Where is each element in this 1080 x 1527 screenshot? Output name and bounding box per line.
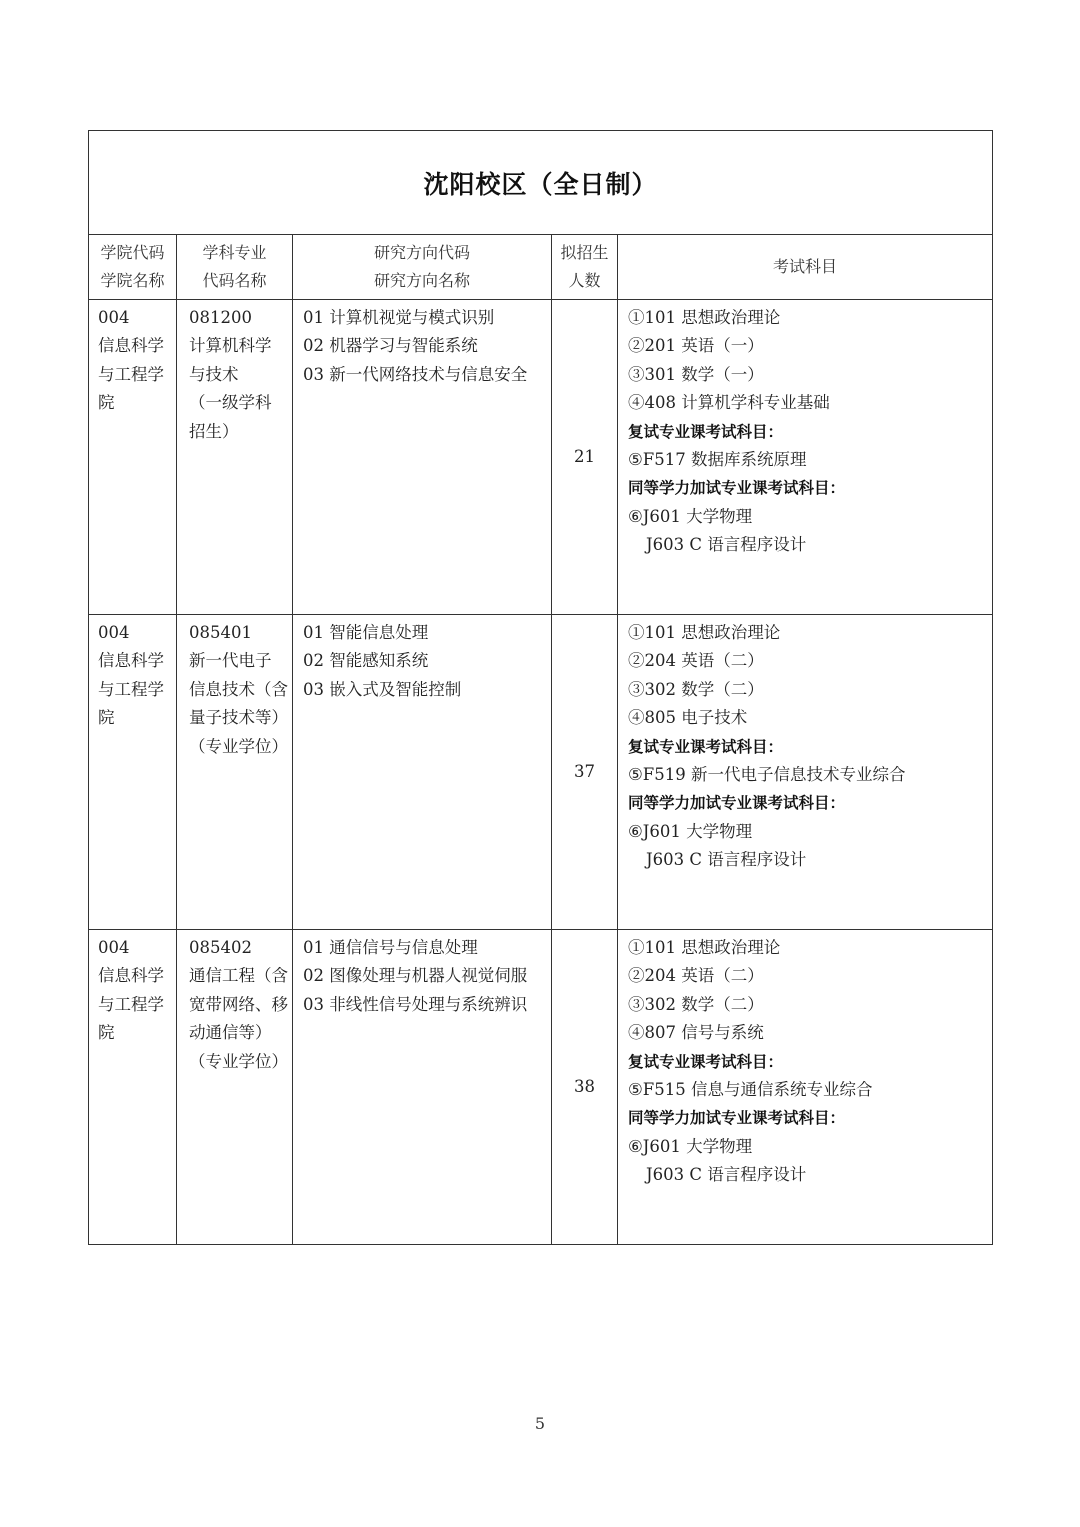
- college-code: 004: [98, 623, 130, 642]
- major-name-line: （专业学位）: [189, 736, 288, 756]
- direction-item: 03 新一代网络技术与信息安全: [303, 364, 528, 384]
- major-cell: [177, 930, 293, 1245]
- exam-item: ④807 信号与系统: [628, 1023, 764, 1043]
- direction-item: 02 机器学习与智能系统: [303, 336, 478, 356]
- exam-item: ③302 数学（二）: [628, 994, 764, 1014]
- quota-cell: [552, 300, 618, 615]
- direction-cell: [293, 615, 552, 930]
- header-text: 学院名称: [100, 271, 165, 290]
- exam-item: ②204 英语（二）: [628, 966, 764, 986]
- header-text: 人数: [568, 271, 601, 290]
- exam-item: ④408 计算机学科专业基础: [628, 393, 830, 413]
- exam-item: ①101 思想政治理论: [628, 308, 781, 327]
- major-code: 085401: [189, 623, 252, 642]
- exam-cell: [618, 615, 993, 930]
- exam-item: ③302 数学（二）: [628, 679, 764, 699]
- direction-cell: [293, 300, 552, 615]
- direction-cell: [293, 930, 552, 1245]
- retest-item: ⑤F515 信息与通信系统专业综合: [628, 1080, 873, 1100]
- exam-item: ③301 数学（一）: [628, 364, 764, 384]
- header-exams: [618, 235, 993, 300]
- header-text: 代码名称: [202, 271, 267, 290]
- major-name-line: 计算机科学: [189, 336, 272, 356]
- extra-exam-item: ⑥J601 大学物理: [628, 506, 753, 526]
- college-name-line: 与工程学: [98, 364, 164, 384]
- college-code: 004: [98, 938, 130, 957]
- header-direction: [293, 235, 552, 300]
- direction-item: 01 通信信号与信息处理: [303, 938, 478, 957]
- extra-exam-label: 同等学力加试专业课考试科目：: [628, 479, 846, 498]
- retest-item: ⑤F517 数据库系统原理: [628, 450, 807, 470]
- exam-cell: [618, 300, 993, 615]
- table-row: [89, 300, 993, 615]
- college-name-line: 与工程学: [98, 679, 164, 699]
- direction-item: 03 非线性信号处理与系统辨识: [303, 994, 528, 1014]
- major-name-line: 宽带网络、移: [189, 994, 288, 1014]
- direction-item: 02 图像处理与机器人视觉伺服: [303, 966, 528, 986]
- direction-item: 01 计算机视觉与模式识别: [303, 308, 495, 327]
- college-name-line: 与工程学: [98, 994, 164, 1014]
- header-quota: [552, 235, 618, 300]
- major-name-line: 量子技术等）: [189, 708, 288, 728]
- table-row: [89, 615, 993, 930]
- quota-cell: [552, 930, 618, 1245]
- major-name-line: 招生）: [189, 421, 239, 441]
- major-code: 085402: [189, 938, 252, 957]
- table-title-cell: [89, 131, 993, 235]
- extra-exam-label: 同等学力加试专业课考试科目：: [628, 794, 846, 813]
- extra-exam-item: ⑥J601 大学物理: [628, 821, 753, 841]
- major-name-line: 与技术: [189, 364, 239, 384]
- admissions-table: [88, 130, 993, 1245]
- page-title: 沈阳校区（全日制）: [423, 169, 658, 199]
- major-name-line: 通信工程（含: [189, 966, 288, 986]
- college-name-line: 院: [98, 393, 115, 413]
- header-text: 研究方向名称: [373, 271, 470, 290]
- quota-value: 37: [574, 761, 595, 781]
- major-cell: [177, 615, 293, 930]
- quota-cell: [552, 615, 618, 930]
- quota-value: 21: [574, 446, 595, 466]
- header-row: [89, 235, 993, 300]
- college-name-line: 院: [98, 708, 115, 728]
- header-major: [177, 235, 293, 300]
- major-name-line: 信息技术（含: [189, 679, 288, 699]
- exam-cell: [618, 930, 993, 1245]
- admissions-table-sheet: [88, 130, 992, 1245]
- page-number: 5: [534, 1414, 546, 1433]
- retest-label: 复试专业课考试科目：: [628, 737, 784, 756]
- college-code: 004: [98, 308, 130, 327]
- major-name-line: 动通信等）: [189, 1023, 272, 1043]
- exam-item: ②201 英语（一）: [628, 336, 764, 356]
- header-text: 拟招生: [560, 243, 609, 262]
- retest-label: 复试专业课考试科目：: [628, 422, 784, 441]
- college-name-line: 院: [98, 1023, 115, 1043]
- college-name-line: 信息科学: [98, 966, 164, 986]
- header-text: 研究方向代码: [373, 243, 470, 262]
- major-name-line: 新一代电子: [189, 651, 272, 671]
- header-college: [89, 235, 177, 300]
- retest-item: ⑤F519 新一代电子信息技术专业综合: [628, 765, 906, 785]
- major-name-line: （一级学科: [189, 393, 272, 413]
- header-text: 学科专业: [202, 243, 267, 262]
- table-row: [89, 930, 993, 1245]
- direction-item: 01 智能信息处理: [303, 623, 429, 642]
- exam-item: ①101 思想政治理论: [628, 623, 781, 642]
- major-cell: [177, 300, 293, 615]
- extra-exam-item: J603 C 语言程序设计: [646, 1165, 807, 1185]
- exam-item: ②204 英语（二）: [628, 651, 764, 671]
- major-name-line: （专业学位）: [189, 1051, 288, 1071]
- retest-label: 复试专业课考试科目：: [628, 1052, 784, 1071]
- college-name-line: 信息科学: [98, 651, 164, 671]
- header-text: 学院代码: [100, 243, 165, 262]
- exam-item: ④805 电子技术: [628, 708, 748, 728]
- exam-item: ①101 思想政治理论: [628, 938, 781, 957]
- extra-exam-item: J603 C 语言程序设计: [646, 850, 807, 870]
- college-cell: [89, 300, 177, 615]
- college-cell: [89, 930, 177, 1245]
- major-code: 081200: [189, 308, 252, 327]
- college-cell: [89, 615, 177, 930]
- extra-exam-item: J603 C 语言程序设计: [646, 535, 807, 555]
- direction-item: 02 智能感知系统: [303, 651, 429, 671]
- college-name-line: 信息科学: [98, 336, 164, 356]
- extra-exam-label: 同等学力加试专业课考试科目：: [628, 1109, 846, 1128]
- header-text: 考试科目: [773, 257, 838, 276]
- quota-value: 38: [574, 1076, 595, 1096]
- extra-exam-item: ⑥J601 大学物理: [628, 1136, 753, 1156]
- direction-item: 03 嵌入式及智能控制: [303, 679, 462, 699]
